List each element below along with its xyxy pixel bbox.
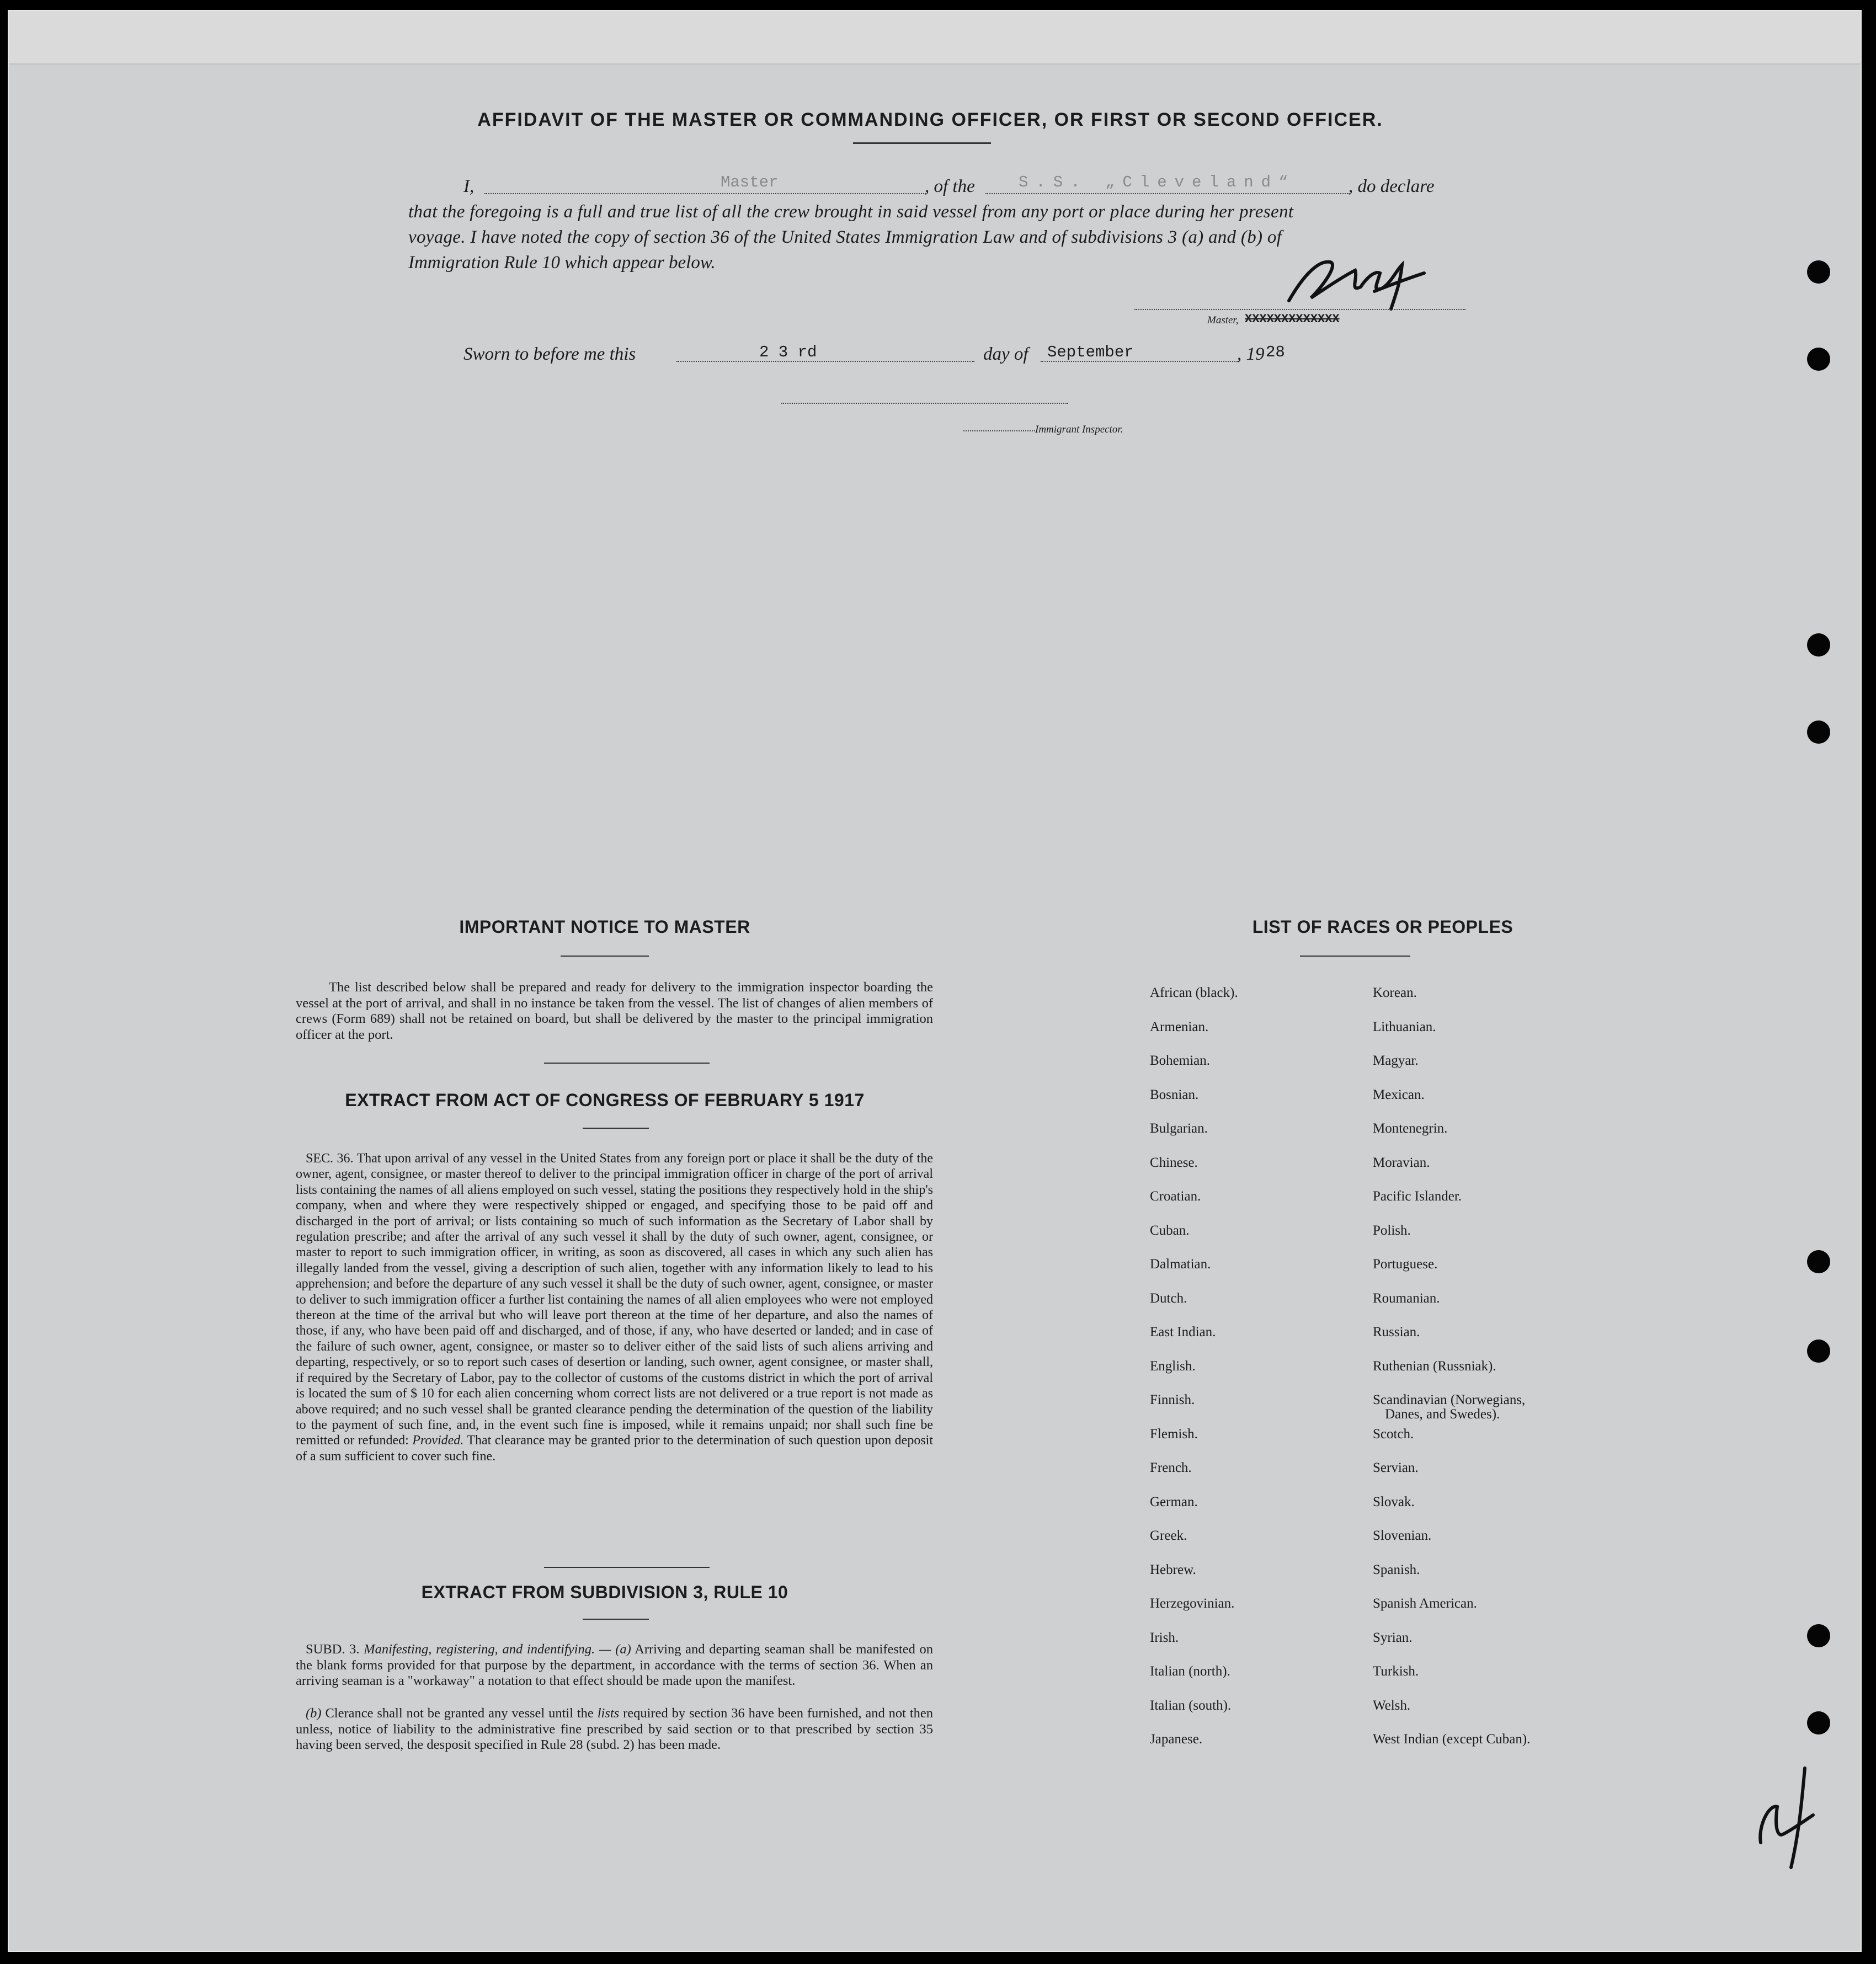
of-the-text: , of the xyxy=(925,177,975,196)
affidavit-title: AFFIDAVIT OF THE MASTER OR COMMANDING OFFICER, OR FIRST OR SECOND OFFICER. xyxy=(477,109,1383,130)
binder-hole xyxy=(1807,1624,1830,1647)
struck-title: XXXXXXXXXXXXX xyxy=(1245,312,1340,326)
race-item: Korean. xyxy=(1373,985,1417,1000)
race-item: Bulgarian. xyxy=(1150,1121,1208,1136)
rule-subd-a xyxy=(296,1642,933,1689)
inspector-label: Immigrant Inspector. xyxy=(1035,424,1123,435)
notice-end-rule xyxy=(544,1063,710,1064)
act-provided: Provided. xyxy=(412,1433,464,1448)
race-item: Polish. xyxy=(1373,1223,1411,1238)
affidavit-line-4: Immigration Rule 10 which appear below. xyxy=(408,253,716,273)
do-declare-text: , do declare xyxy=(1349,177,1435,196)
sworn-year: 28 xyxy=(1266,343,1285,361)
race-item: Spanish American. xyxy=(1373,1596,1477,1611)
notice-title: IMPORTANT NOTICE TO MASTER xyxy=(459,917,750,937)
affidavit-i: I, xyxy=(463,177,475,196)
race-item: Bohemian. xyxy=(1150,1053,1211,1068)
act-divider xyxy=(583,1128,649,1129)
race-item: Scandinavian (Norwegians, xyxy=(1373,1392,1526,1407)
affidavit-line-3: voyage. I have noted the copy of section 36 of the United States Immigration Law and of subdivisions 3 (a) and (b) of xyxy=(408,227,1282,247)
inspector-lead-line xyxy=(963,430,1035,431)
rule-b-text1: Clerance shall not be granted any vessel until the xyxy=(321,1706,598,1721)
race-item: Turkish. xyxy=(1373,1664,1419,1679)
race-item: Croatian. xyxy=(1150,1189,1201,1204)
race-item: Japanese. xyxy=(1150,1732,1203,1747)
race-item: Servian. xyxy=(1373,1460,1419,1475)
race-item: German. xyxy=(1150,1494,1198,1509)
rule-b-text2: required by section 36 have been furnished, and not then unless, notice of liability to the administrative fine prescribed by said section or to that prescribed by section 35 having been served, the desposit specified in Rule 28 (subd. 2) has been made. xyxy=(296,1706,933,1753)
race-item: Moravian. xyxy=(1373,1155,1430,1170)
rule-title: EXTRACT FROM SUBDIVISION 3, RULE 10 xyxy=(421,1582,788,1602)
document-page xyxy=(8,10,1862,1952)
notice-text: The list described below shall be prepared and ready for delivery to the immigration inspector boarding the vessel at the port of arrival, and shall in no instance be taken from the vessel. The list of changes of alien members of crews (Form 689) shall not be retained on board, but shall be delivered by the master to the principal immigration officer at the port. xyxy=(296,980,933,1043)
rank-field-line xyxy=(484,193,926,194)
binder-hole xyxy=(1807,1711,1830,1734)
races-divider xyxy=(1300,956,1410,957)
rule-a-prefix: SUBD. 3. xyxy=(306,1642,364,1657)
race-item: Hebrew. xyxy=(1150,1562,1196,1577)
race-item: Ruthenian (Russniak). xyxy=(1373,1358,1496,1374)
race-item: French. xyxy=(1150,1460,1192,1475)
race-item: Flemish. xyxy=(1150,1426,1198,1442)
race-item: East Indian. xyxy=(1150,1325,1216,1339)
race-item-continuation: Danes, and Swedes). xyxy=(1385,1407,1500,1422)
year-prefix: , 19 xyxy=(1237,344,1265,364)
act-text-main: SEC. 36. That upon arrival of any vessel in the United States from any foreign port or place it shall be the duty of the owner, agent, consignee, or master thereof to deliver to the principal immigration officer in charge of the port of arrival lists containing the names of all aliens employed on such vessel, stating the positions they respectively hold in the ship's company, when and where they were respectively shipped or engaged, and specifying those to be paid off and discharged in the port of arrival; or lists containing so much of such information as the Secretary of Labor shall by regulation prescribe; and after the arrival of any such vessel it shall by the duty of such owner, agent, consignee, or master to report to such immigration officer, in writing, as soon as discovered, all cases in which any such alien has illegally landed from the vessel, giving a description of such alien, together with any information likely to lead to his apprehension; and before the departure of any such vessel it shall be the duty of such owner, agent, consignee, or master to deliver to such immigration officer a further list containing the names of all alien employees who were not employed thereon at the time of the arrival but who will leave port thereon at the time of her departure, and also the names of those, if any, who have been paid off and discharged, and of those, if any, who have deserted or landed; and in case of the failure of such owner, agent, consignee, or master so to deliver either of the said lists of such aliens arriving and departing, respectively, or so to report such cases of desertion or landing, such owner, agent consignee, or master shall, if required by the Secretary of Labor, pay to the collector of customs of the customs district in which the port of arrival is located the sum of $ 10 for each alien concerning whom correct lists are not delivered or a true report is not made as above required; and no such vessel shall be granted clearance pending the determination of the question of the liability to the payment of such fine, and, in the event such fine is imposed, while it remains unpaid; nor shall such fine be remitted or refunded: xyxy=(296,1151,933,1448)
race-item: African (black). xyxy=(1150,985,1238,1000)
vessel-field-line xyxy=(985,193,1350,194)
rank-value: Master xyxy=(721,173,779,191)
race-item: Greek. xyxy=(1150,1528,1187,1543)
title-divider xyxy=(853,142,991,144)
race-item: English. xyxy=(1150,1358,1196,1374)
race-item: Syrian. xyxy=(1373,1630,1413,1645)
race-item: West Indian (except Cuban). xyxy=(1373,1732,1531,1747)
race-item: Slovak. xyxy=(1373,1494,1415,1509)
act-text-end: That clearance may be granted prior to the determination of such question upon deposit of a sum sufficient to cover such fine. xyxy=(296,1433,933,1464)
race-item: Magyar. xyxy=(1373,1053,1419,1068)
affidavit-line-2: that the foregoing is a full and true list of all the crew brought in said vessel from any port or place during her present xyxy=(408,202,1294,222)
races-title: LIST OF RACES OR PEOPLES xyxy=(1252,917,1513,937)
race-item: Cuban. xyxy=(1150,1223,1190,1238)
race-item: Welsh. xyxy=(1373,1698,1411,1713)
race-item: Italian (south). xyxy=(1150,1698,1232,1713)
act-end-rule xyxy=(544,1567,710,1568)
binder-hole xyxy=(1807,721,1830,744)
race-item: Bosnian. xyxy=(1150,1087,1199,1102)
race-item: Roumanian. xyxy=(1373,1290,1440,1306)
inspector-signature-line xyxy=(781,403,1068,404)
race-item: Portuguese. xyxy=(1373,1257,1438,1272)
race-item: Dalmatian. xyxy=(1150,1257,1211,1272)
rule-a-italic: Manifesting, registering, and indentifying. — (a) xyxy=(364,1642,631,1657)
sworn-prefix: Sworn to before me this xyxy=(463,344,636,364)
race-item: Lithuanian. xyxy=(1373,1019,1436,1034)
race-item: Armenian. xyxy=(1150,1019,1209,1034)
race-item: Scotch. xyxy=(1373,1426,1414,1442)
race-item: Finnish. xyxy=(1150,1392,1195,1407)
signature-line xyxy=(1134,309,1465,310)
day-field-line xyxy=(676,361,974,362)
act-title: EXTRACT FROM ACT OF CONGRESS OF FEBRUARY 5 1917 xyxy=(345,1090,865,1110)
top-paper-edge xyxy=(9,11,1861,65)
binder-hole xyxy=(1807,1339,1830,1363)
binder-hole xyxy=(1807,1250,1830,1273)
race-item: Dutch. xyxy=(1150,1290,1187,1306)
race-item: Pacific Islander. xyxy=(1373,1189,1462,1204)
rule-b-label: (b) xyxy=(306,1706,322,1721)
binder-hole xyxy=(1807,633,1830,657)
rule-a-text: Arriving and departing seaman shall be manifested on the blank forms provided for that purpose by the department, in accordance with the terms of section 36. When an arriving seaman is a "workaway" a notation to that effect should be made upon the manifest. xyxy=(296,1642,934,1689)
race-item: Italian (north). xyxy=(1150,1664,1230,1679)
race-item: Herzegovinian. xyxy=(1150,1596,1235,1611)
rule-divider xyxy=(583,1619,649,1620)
master-label: Master, xyxy=(1207,314,1239,326)
race-item: Spanish. xyxy=(1373,1562,1420,1577)
race-item: Irish. xyxy=(1150,1630,1179,1645)
vessel-name: S.S. „Cleveland“ xyxy=(1019,173,1296,191)
sworn-day: 2 3 rd xyxy=(759,343,817,361)
binder-hole xyxy=(1807,348,1830,371)
rule-subd-b xyxy=(296,1706,933,1753)
race-item: Russian. xyxy=(1373,1325,1420,1339)
day-of-text: day of xyxy=(983,344,1028,364)
binder-hole xyxy=(1807,260,1830,284)
race-item: Slovenian. xyxy=(1373,1528,1432,1543)
race-item: Chinese. xyxy=(1150,1155,1198,1170)
handwritten-page-number xyxy=(1752,1765,1819,1873)
race-item: Montenegrin. xyxy=(1373,1121,1448,1136)
act-section-text xyxy=(296,1151,933,1464)
notice-divider xyxy=(561,956,649,957)
sworn-month: September xyxy=(1047,343,1134,361)
rule-b-lists: lists xyxy=(597,1706,620,1721)
race-item: Mexican. xyxy=(1373,1087,1425,1102)
